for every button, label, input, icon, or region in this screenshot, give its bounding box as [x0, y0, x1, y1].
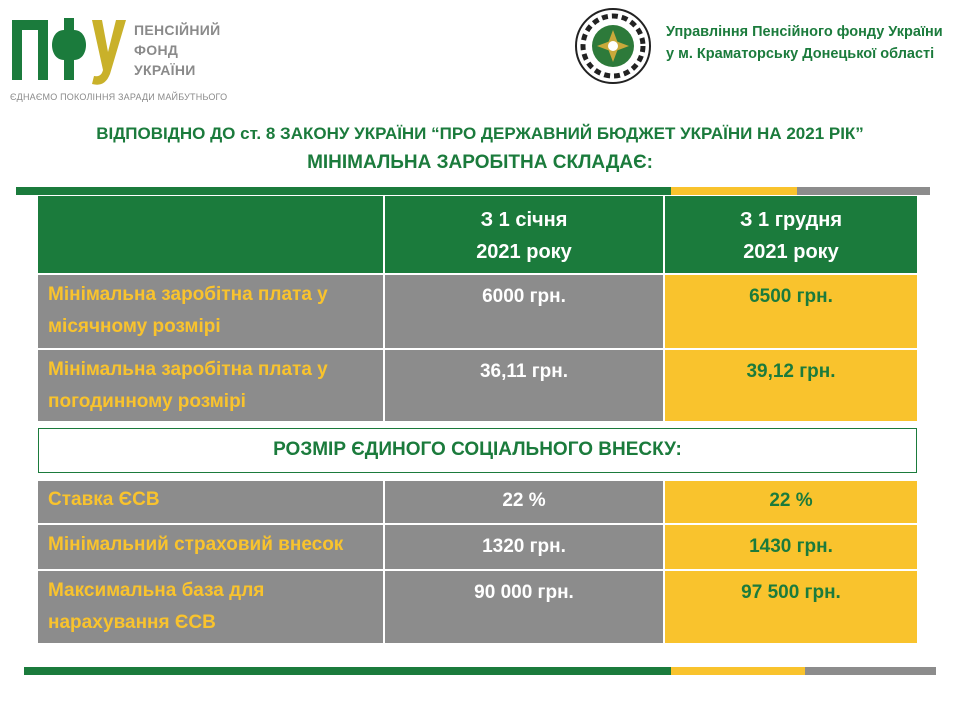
- column-header-line: З 1 січня: [480, 209, 568, 231]
- value-dec: 39,12 грн.: [665, 350, 917, 421]
- value-jan: 90 000 грн.: [385, 571, 663, 643]
- value-jan: 1320 грн.: [385, 525, 663, 569]
- logo-motto: ЄДНАЄМО ПОКОЛІННЯ ЗАРАДИ МАЙБУТНЬОГО: [10, 92, 228, 102]
- pfu-emblem-icon: [573, 6, 653, 86]
- logo-wordmark: [134, 20, 221, 80]
- column-header-line: З 1 грудня: [739, 209, 843, 231]
- pfu-logo-mark: [8, 8, 130, 90]
- table-row-label: [38, 571, 383, 643]
- value-jan: 6000 грн.: [385, 275, 663, 348]
- logo-word: ФОНД: [134, 42, 179, 58]
- row-label-line: місячному розмірі: [48, 316, 221, 337]
- row-label-line: погодинному розмірі: [48, 391, 246, 412]
- value-dec: 6500 грн.: [665, 275, 917, 348]
- bottom-bar-yellow: [671, 667, 805, 675]
- column-header-line: 2021 року: [743, 241, 839, 263]
- table-row-label: Мінімальний страховий внесок: [38, 525, 383, 569]
- row-label-line: Мінімальна заробітна плата у: [48, 284, 328, 305]
- bottom-bar-green: [24, 667, 671, 675]
- page-subtitle: МІНІМАЛЬНА ЗАРОБІТНА СКЛАДАЄ:: [307, 152, 653, 173]
- org-line: у м. Краматорську Донецької області: [666, 46, 935, 62]
- table-row-label: [38, 350, 383, 421]
- top-bar-gray: [797, 187, 930, 195]
- org-line: Управління Пенсійного фонду України: [666, 24, 943, 40]
- row-label-line: Максимальна база для: [48, 580, 265, 601]
- column-header-dec: [665, 196, 917, 273]
- table-row-label: [38, 275, 383, 348]
- top-bar-green: [16, 187, 671, 195]
- top-bar-yellow: [671, 187, 797, 195]
- logo-word: ПЕНСІЙНИЙ: [134, 22, 221, 38]
- row-label-line: Мінімальна заробітна плата у: [48, 359, 328, 380]
- value-dec: 22 %: [665, 481, 917, 523]
- column-header-line: 2021 року: [476, 241, 572, 263]
- table-row-label: Ставка ЄСВ: [38, 481, 383, 523]
- logo-word: УКРАЇНИ: [134, 62, 196, 78]
- value-dec: 1430 грн.: [665, 525, 917, 569]
- row-label-line: нарахування ЄСВ: [48, 612, 216, 633]
- esv-section-title: РОЗМІР ЄДИНОГО СОЦІАЛЬНОГО ВНЕСКУ:: [38, 428, 917, 473]
- organization-name: [666, 21, 943, 65]
- page-title: ВІДПОВІДНО ДО ст. 8 ЗАКОНУ УКРАЇНИ “ПРО ДЕРЖАВНИЙ БЮДЖЕТ УКРАЇНИ НА 2021 РІК”: [96, 124, 864, 143]
- value-jan: 22 %: [385, 481, 663, 523]
- pfu-logo: [8, 8, 228, 108]
- value-jan: 36,11 грн.: [385, 350, 663, 421]
- table-header-blank: [38, 196, 383, 273]
- value-dec: 97 500 грн.: [665, 571, 917, 643]
- column-header-jan: [385, 196, 663, 273]
- bottom-bar-gray: [805, 667, 936, 675]
